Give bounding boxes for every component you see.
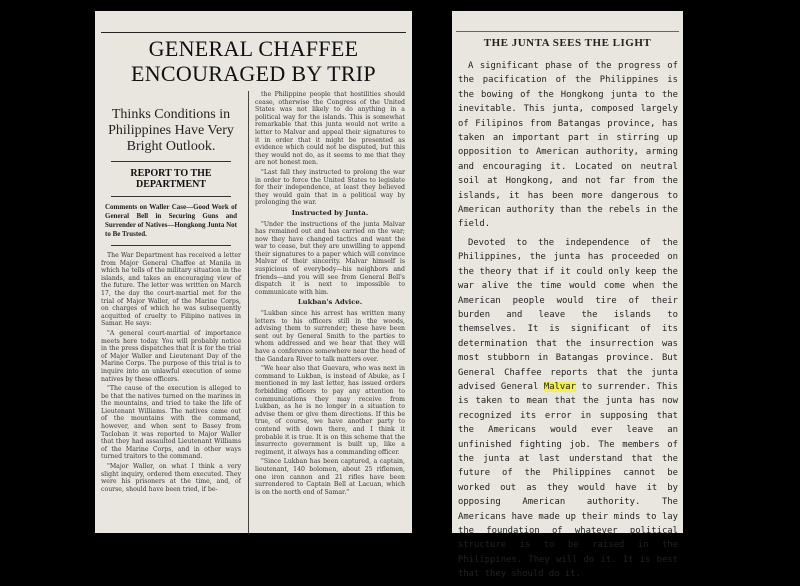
paragraph-text: Devoted to the independence of the Philippines, the junta has proceeded on the theory that if it could only keep the war alive the time would come when the American people would tire of their burden and leave the islands to themselves. It is significant of its determination that the insurrection was most stubborn in Batangas province. But General Chaffee reports that the junta advised General [458,237,678,392]
paragraph: The War Department has received a letter from Major General Chaffee at Manila in which he tells of the military situation in the islands, and takes an encouraging view of the future. The letter was written on March 17, the day the court-martial met for the trial of Major Waller, of the Marine Corps, on charges of which he was subsequently acquitted of cruelty to Filipino natives in Samar. He says: [101,252,241,328]
paragraph: "Last fall they instructed to prolong the war in order to force the United States to legislate for their independence, at least they believed they would gain that in a political way by prolonging the war. [255,168,405,207]
paragraph: "A general court-martial of importance meets here today. You will probably notice in the press dispatches that it is for the trial of Major Waller and Lieutenant Day of the Marine Corps. The purpose of this trial is to inquire into an unlawful execution of some natives by these officers. [101,329,241,383]
paragraph-text: to surrender. This is taken to mean that the junta has now recognized its error in supposing that the Americans would ever leave an unfinished fighting job. The members of the junta at last understand that the future of the Philippines cannot be worked out as they would have it by opposing American authority. The Americans have made up their minds to lay the foundation of whatever political structure is to be raised in the Philippines. They will do it. It is best that they should do it. [458,381,679,580]
headline-line2: ENCOURAGED BY TRIP [131,61,376,86]
paragraph: "Under the instructions of the junta Malvar has remained out and has carried on the war; now they have changed tactics and want the war to cease, but they are unwilling to append their signatures to a paper which will convince Malvar of their sincerity. Malvar himself is suspicious of everybody—his neighbors and friends—and you will see from General Bell's dispatch it is next to impossible to communicate with him. [255,220,405,296]
column-rule [248,91,249,533]
subhead-instructed: Instructed by Junta. [291,208,369,217]
newspaper-clipping-junta [452,11,683,580]
article-body-left [101,252,241,493]
clipping-top-rule [101,32,406,33]
left-column [101,91,241,533]
deck-summary: Comments on Waller Case—Good Work of General Bell in Securing Guns and Surrender of Natives—Hongkong Junta Not to Be Trusted. [105,203,237,238]
highlighted-word: Malvar [543,381,576,392]
paragraph: the Philippine people that hostilities should cease, otherwise the Congress of the United States was not likely to do anything in a political way for the islands. This is somewhat remarkable that this junta would not write a letter to Malvar and appeal their signatures to it in order that it might be presented as evidence which could not be disputed, but this they would not do, as it seems to me that they are not honest men. [255,91,405,167]
subhead-lukban: Lukban's Advice. [297,298,363,307]
divider [111,161,231,162]
divider [111,196,231,197]
paragraph: A significant phase of the progress of the pacification of the Philippines is the bowing of the Hongkong junta to the inevitable. This junta, composed largely of Filipinos from Batangas province, has taken an important part in stirring up opposition to American authority, arming and encouraging it. Located on neutral soil at Hongkong, and not far from the islands, it has been more dangerous to American authority than the rebels in the field. [458,61,678,230]
paragraph: "We hear also that Guevara, who was next in command to Lukban, is instead of Abuke, as I mentioned in my last letter, has issued orders forbidding officers to pay any attention to communications they may receive from Lukban, as he is no longer in a situation to advise them or give them directions. If this be true, of course, we have another party to contend with down there, and I think it probable it is true. It is on this scheme that the insurrecto government is built up, like a regiment, it always has a commanding officer. [255,365,405,456]
paragraph: "Lukban since his arrest has written many letters to his officers still in the woods, advising them to surrender; these have been sent out by General Smith to the parties to whom addressed and we hear that they will have a conference somewhere near the head of the Gandara River to talk matters over. [255,310,405,363]
title-rule [456,31,679,32]
editorial-body [458,59,678,586]
newspaper-clipping-chaffee [95,11,412,533]
editorial-title: THE JUNTA SEES THE LIGHT [483,37,652,49]
right-column [255,91,405,533]
paragraph: "Major Waller, on what I think a very slight inquiry, ordered them executed. They were his prisoners at the time, and, of course, should have been tried, if be- [101,463,241,493]
section-title: REPORT TO THE DEPARTMENT [130,168,212,190]
headline-line1: GENERAL CHAFFEE [148,36,359,61]
paragraph [458,236,678,582]
paragraph: "The cause of the execution is alleged to be that the natives turned on the marines in the mountains, and tried to take the life of Lieutenant Williams. The natives came out of the mountains with the command, however, and when sent to Basey from Tacloban it was reported to Major Waller that they had assaulted Lieutenant Williams of the Marine Corps, and in other ways turned traitors to the command. [101,385,241,461]
paragraph: "Since Lukban has been captured, a captain, lieutenant, 140 bolomen, about 25 riflemen, one iron cannon and 21 rifles have been surrendered to Captain Bell at Lacuan, which is on the north end of Samar." [255,458,405,496]
article-body-right [255,91,405,496]
subheadline: Thinks Conditions in Philippines Have Very Bright Outlook. [108,107,234,154]
divider [111,245,231,246]
